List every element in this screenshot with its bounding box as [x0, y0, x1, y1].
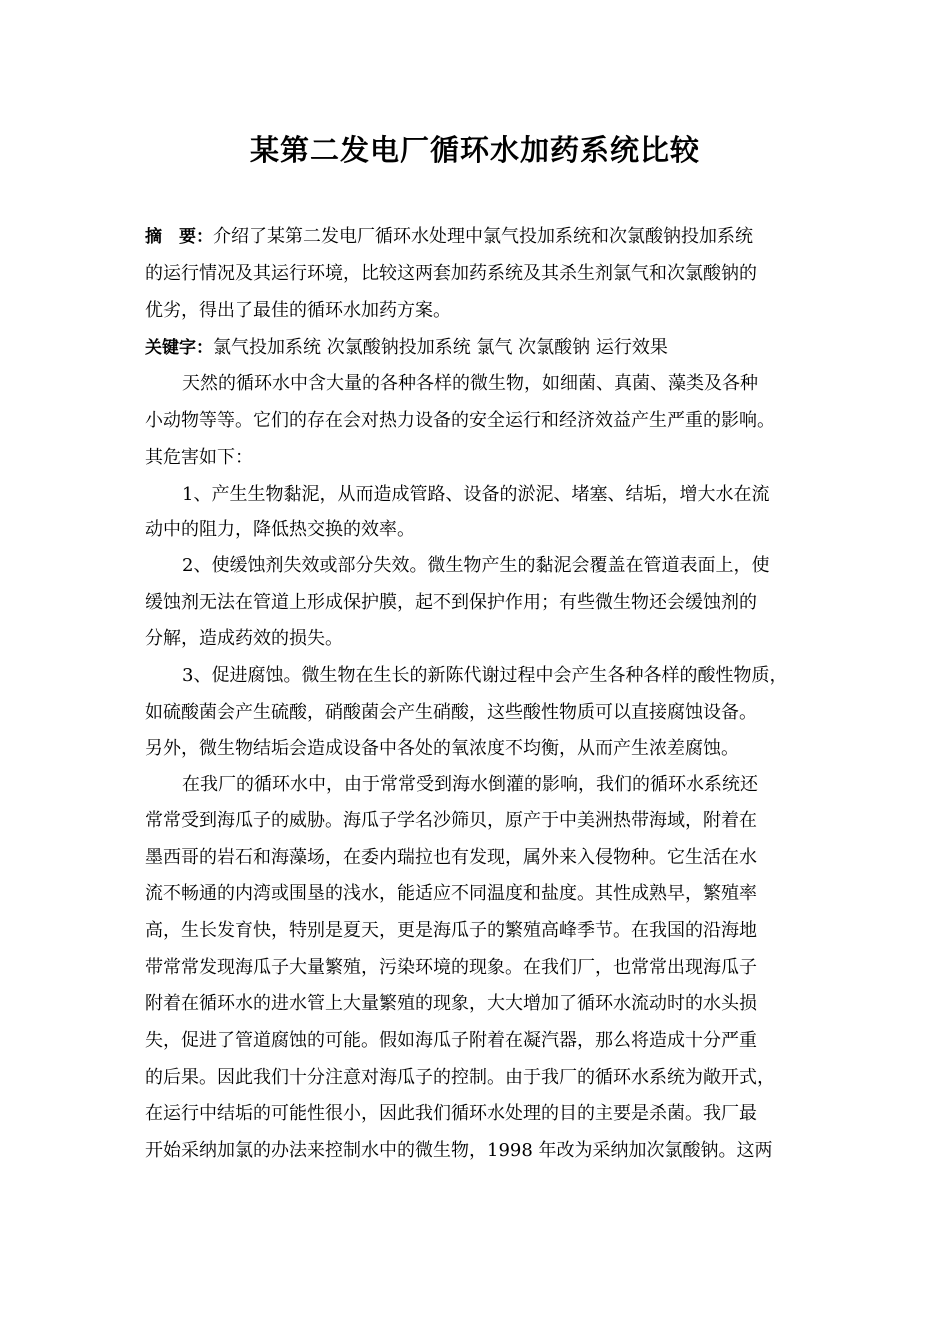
abstract-line-1 [145, 226, 753, 248]
keywords-label: 关键字： [145, 338, 213, 358]
body-line: 2、使缓蚀剂失效或部分失效。微生物产生的黏泥会覆盖在管道表面上，使 [182, 555, 770, 576]
body-line: 其危害如下： [145, 447, 253, 468]
body-line: 另外，微生物结垢会造成设备中各处的氧浓度不均衡，从而产生浓差腐蚀。 [145, 738, 739, 759]
body-line: 开始采纳加氯的办法来控制水中的微生物，1998 年改为采纳加次氯酸钠。这两 [145, 1140, 773, 1161]
body-line: 3、促进腐蚀。微生物在生长的新陈代谢过程中会产生各种各样的酸性物质， [182, 665, 788, 686]
body-line: 在运行中结垢的可能性很小，因此我们循环水处理的目的主要是杀菌。我厂最 [145, 1103, 757, 1124]
body-line: 的后果。因此我们十分注意对海瓜子的控制。由于我厂的循环水系统为敞开式， [145, 1067, 775, 1088]
abstract-line-2: 的运行情况及其运行环境，比较这两套加药系统及其杀生剂氯气和次氯酸钠的 [145, 263, 757, 284]
body-line: 流不畅通的内湾或围垦的浅水，能适应不同温度和盐度。其性成熟早，繁殖率 [145, 883, 757, 904]
body-line: 天然的循环水中含大量的各种各样的微生物，如细菌、真菌、藻类及各种 [182, 373, 758, 394]
abstract-text: 介绍了某第二发电厂循环水处理中氯气投加系统和次氯酸钠投加系统 [213, 226, 753, 247]
body-line: 1、产生生物黏泥，从而造成管路、设备的淤泥、堵塞、结垢，增大水在流 [182, 484, 770, 505]
abstract-line-3: 优劣，得出了最佳的循环水加药方案。 [145, 300, 451, 321]
body-line: 缓蚀剂无法在管道上形成保护膜，起不到保护作用；有些微生物还会缓蚀剂的 [145, 592, 757, 613]
body-line: 高，生长发育快，特别是夏天，更是海瓜子的繁殖高峰季节。在我国的沿海地 [145, 920, 757, 941]
body-line: 带常常发现海瓜子大量繁殖，污染环境的现象。在我们厂，也常常出现海瓜子 [145, 957, 757, 978]
body-line: 失，促进了管道腐蚀的可能。假如海瓜子附着在凝汽器，那么将造成十分严重 [145, 1030, 757, 1051]
body-line: 动中的阻力，降低热交换的效率。 [145, 519, 415, 540]
abstract-label: 摘 要： [145, 227, 213, 247]
body-line: 附着在循环水的进水管上大量繁殖的现象，大大增加了循环水流动时的水头损 [145, 993, 757, 1014]
body-line: 常常受到海瓜子的威胁。海瓜子学名沙筛贝，原产于中美洲热带海域，附着在 [145, 810, 757, 831]
body-line: 在我厂的循环水中，由于常常受到海水倒灌的影响，我们的循环水系统还 [182, 774, 758, 795]
keywords-text: 氯气投加系统 次氯酸钠投加系统 氯气 次氯酸钠 运行效果 [213, 337, 668, 358]
keywords-line [145, 337, 668, 359]
body-line: 小动物等等。它们的存在会对热力设备的安全运行和经济效益产生严重的影响。 [145, 410, 775, 431]
document-title: 某第二发电厂循环水加药系统比较 [249, 133, 700, 167]
body-line: 如硫酸菌会产生硫酸，硝酸菌会产生硝酸，这些酸性物质可以直接腐蚀设备。 [145, 702, 757, 723]
body-line: 分解，造成药效的损失。 [145, 628, 343, 649]
body-line: 墨西哥的岩石和海藻场，在委内瑞拉也有发现，属外来入侵物种。它生活在水 [145, 847, 757, 868]
